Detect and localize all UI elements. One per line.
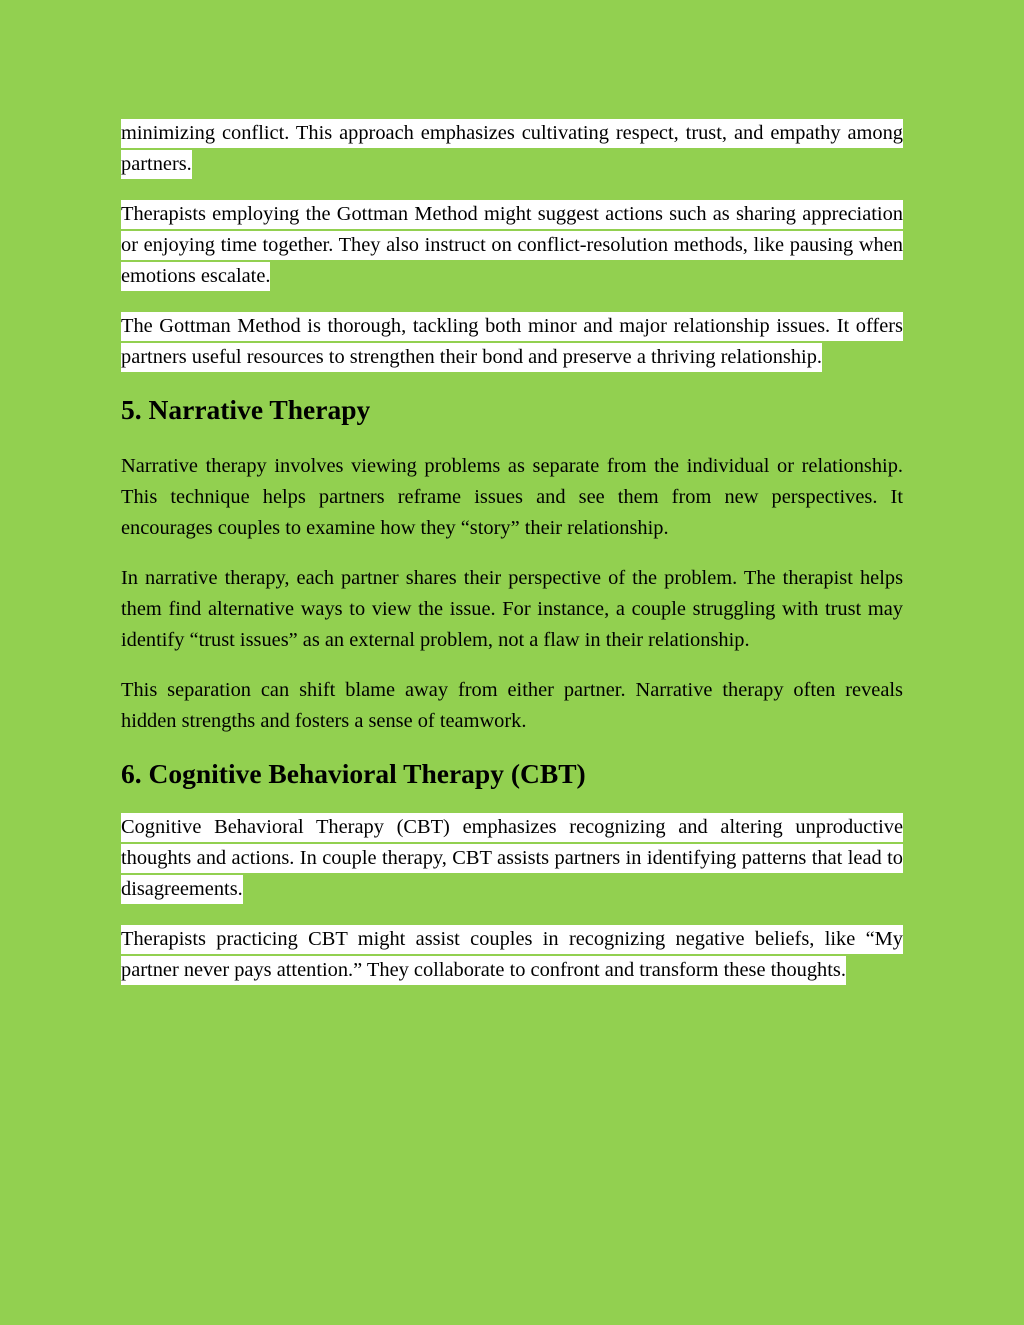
cbt-paragraph-1: Cognitive Behavioral Therapy (CBT) emphasizes recognizing and altering unproductive thoughts and actions. In couple therapy, CBT assists partners in identifying patterns that lead to disagreements. [121, 812, 903, 905]
section-heading-narrative-therapy: 5. Narrative Therapy [121, 394, 371, 425]
narrative-paragraph-2: In narrative therapy, each partner shares their perspective of the problem. The therapist helps them find alternative ways to view the issue. For instance, a couple struggling with trust may identify “trust issues” as an external problem, not a flaw in their relationship. [121, 567, 903, 651]
narrative-paragraph-3: This separation can shift blame away from either partner. Narrative therapy often reveals hidden strengths and fosters a sense of teamwork. [121, 679, 903, 732]
gottman-paragraph-2: Therapists employing the Gottman Method might suggest actions such as sharing appreciation or enjoying time together. They also instruct on conflict-resolution methods, like pausing when emotions escalate. [121, 199, 903, 292]
narrative-paragraph-1: Narrative therapy involves viewing problems as separate from the individual or relationship. This technique helps partners reframe issues and see them from new perspectives. It encourages couples to examine how they “story” their relationship. [121, 455, 903, 539]
gottman-paragraph-1: minimizing conflict. This approach emphasizes cultivating respect, trust, and empathy among partners. [121, 118, 903, 180]
section-heading-cbt: 6. Cognitive Behavioral Therapy (CBT) [121, 758, 586, 789]
page-content [121, 118, 903, 1005]
gottman-paragraph-3: The Gottman Method is thorough, tackling both minor and major relationship issues. It offers partners useful resources to strengthen their bond and preserve a thriving relationship. [121, 311, 903, 373]
cbt-paragraph-2: Therapists practicing CBT might assist couples in recognizing negative beliefs, like “My partner never pays attention.” They collaborate to confront and transform these thoughts. [121, 924, 903, 986]
